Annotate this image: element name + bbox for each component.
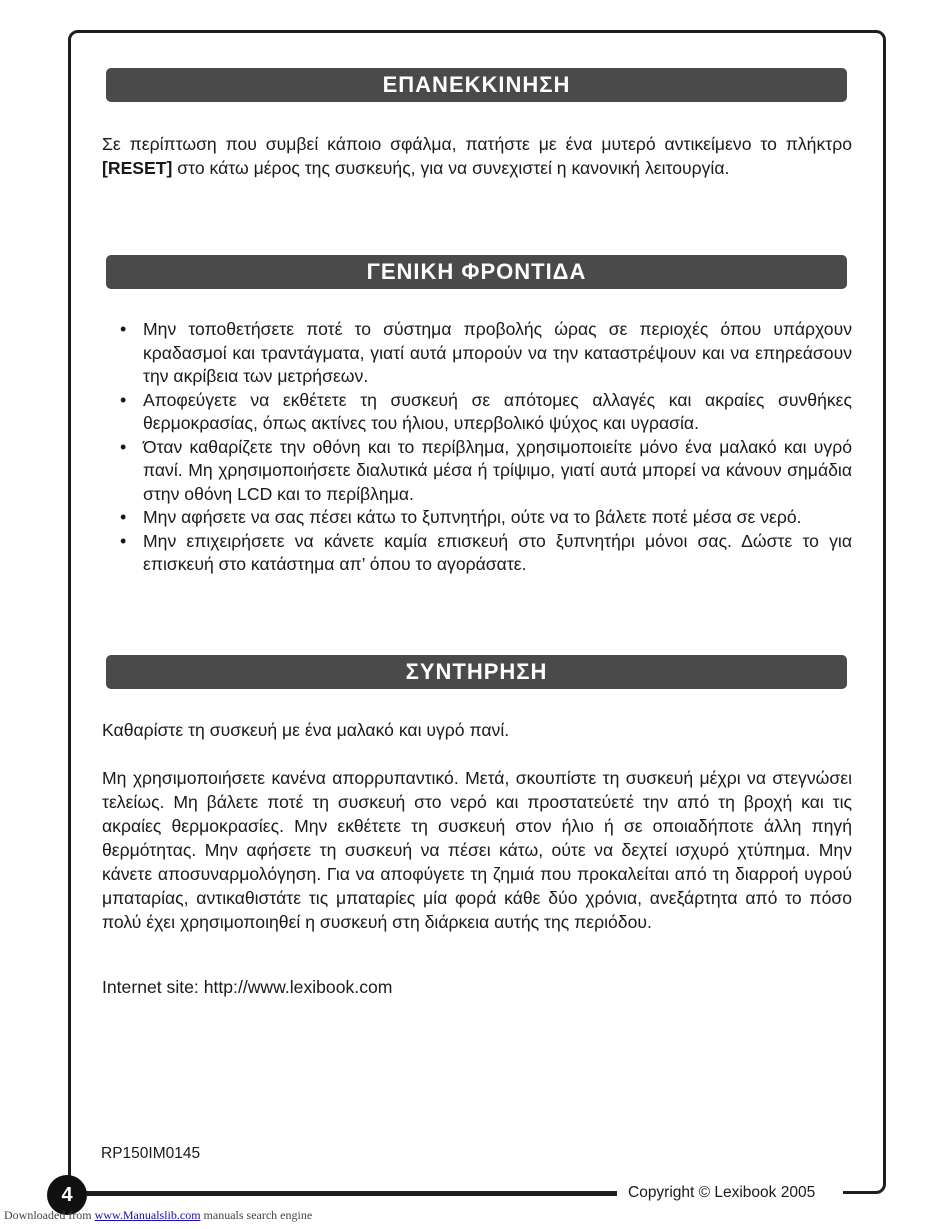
section-title-reset (106, 68, 847, 102)
list-item: • Μην τοποθετήσετε ποτέ το σύστημα προβολής ώρας σε περιοχές όπου υπάρχουν κραδασμοί και τραντάγματα, γιατί αυτά μπορούν να την καταστρέψουν και να επηρεάσουν την ακρίβεια των μετρήσεων. (102, 318, 852, 389)
reset-paragraph (102, 132, 852, 180)
list-item: • Μην αφήσετε να σας πέσει κάτω το ξυπνητήρι, ούτε να το βάλετε ποτέ μέσα σε νερό. (102, 506, 852, 530)
download-suffix: manuals search engine (200, 1208, 313, 1222)
download-source-note (4, 1208, 312, 1223)
section-title-general-care-text: ΓΕΝΙΚΗ ΦΡΟΝΤΙΔΑ (366, 259, 587, 284)
list-item: • Μην επιχειρήσετε να κάνετε καμία επισκευή στο ξυπνητήρι μόνοι σας. Δώστε το για επισκευή στο κατάστημα απ’ όπου το αγοράσατε. (102, 530, 852, 577)
footer-divider (87, 1193, 617, 1196)
manualslib-link[interactable]: www.Manualslib.com (94, 1208, 201, 1222)
maintenance-paragraph-1: Καθαρίστε τη συσκευή με ένα μαλακό και υγρό πανί. (102, 720, 510, 740)
section-title-general-care (106, 255, 847, 289)
section-title-reset-text: ΕΠΑΝΕΚΚΙΝΗΣΗ (382, 72, 571, 97)
page-frame (68, 30, 886, 1194)
section-title-maintenance-text: ΣΥΝΤΗΡΗΣΗ (405, 659, 548, 684)
reset-text-after: στο κάτω μέρος της συσκευής, για να συνεχιστεί η κανονική λειτουργία. (172, 158, 730, 178)
copyright-text: Copyright © Lexibook 2005 (628, 1184, 816, 1201)
page-number: 4 (61, 1183, 73, 1206)
download-prefix: Downloaded from (4, 1208, 95, 1222)
section-title-maintenance (106, 655, 847, 689)
general-care-list (102, 318, 852, 577)
list-item: • Αποφεύγετε να εκθέτετε τη συσκευή σε απότομες αλλαγές και ακραίες συνθήκες θερμοκρασίας, όπως ακτίνες του ήλιου, υπερβολικό ψύχος και υγρασία. (102, 389, 852, 436)
maintenance-paragraph-2: Μη χρησιμοποιήσετε κανένα απορρυπαντικό. Μετά, σκουπίστε τη συσκευή μέχρι να στεγνώσει τελείως. Μη βάλετε ποτέ τη συσκευή στο νερό και προστατεύετέ την από τη βροχή και τις ακραίες θερμοκρασίες. Μην εκθέτετε τη συσκευή στον ήλιο ή σε οποιαδήποτε άλλη πηγή θερμότητας. Μην αφήσετε τη συσκευή να πέσει κάτω, ούτε να δεχτεί ισχυρό χτύπημα. Μην κάνετε αποσυναρμολόγηση. Για να αποφύγετε τη ζημιά που προκαλείται από τη διαρροή υγρού μπαταρίας, αντικαθιστάτε τις μπαταρίες μία φορά κάθε δύο χρόνια, ανεξάρτητα από το πόσο πολύ έχει χρησιμοποιηθεί η συσκευή στη διάρκεια αυτής της περιόδου. (102, 768, 852, 932)
reset-key-label: [RESET] (102, 158, 173, 178)
internet-site-text: Internet site: http://www.lexibook.com (102, 977, 393, 997)
list-item: • Όταν καθαρίζετε την οθόνη και το περίβλημα, χρησιμοποιείτε μόνο ένα μαλακό και υγρό πανί. Μη χρησιμοποιήσετε διαλυτικά μέσα ή τρίψιμο, γιατί αυτά μπορεί να κάνουν σημάδια στην οθόνη LCD και το περίβλημα. (102, 436, 852, 507)
model-number: RP150IM0145 (101, 1145, 201, 1162)
reset-text-before: Σε περίπτωση που συμβεί κάποιο σφάλμα, πατήστε με ένα μυτερό αντικείμενο το πλήκτρο (102, 134, 852, 154)
